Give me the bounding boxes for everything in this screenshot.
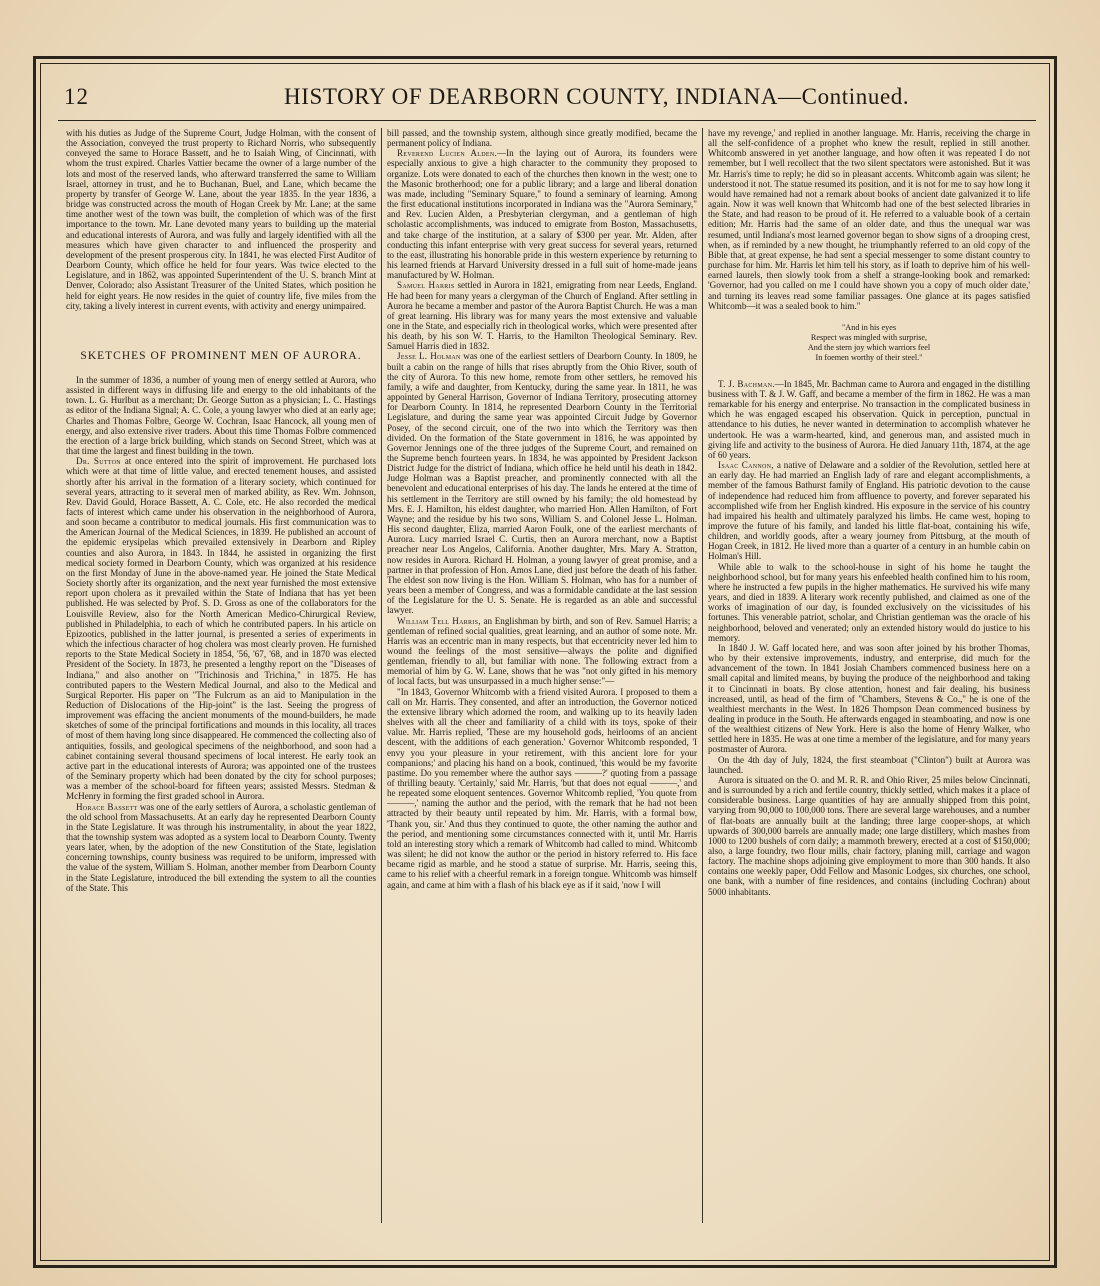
running-head: HISTORY OF DEARBORN COUNTY, INDIANA—Continued.: [284, 84, 910, 109]
poem-line: And the stern joy which warriors feel: [807, 342, 931, 352]
paragraph: While able to walk to the school-house in sight of his home he taught the neighborhood school, but for many years his enfeebled health confined him to his room, where he instructed a few pupils in the higher mathematics. He survived his wife many years, and died in 1839. A literary work recently published, and claimed as one of the works of imagination of our day, is founded exclusively on the vicissitudes of his fortunes. This venerable patriot, scholar, and Christian gentleman was the oracle of his neighborhood, beloved and venerated; only an extended history would do justice to his memory.: [708, 561, 1030, 643]
paragraph: have my revenge,' and replied in another language. Mr. Harris, receiving the charge in all the self-confidence of a prophet who knew the result, replied in still another. Whitcomb answered in yet another language, and how often it was repeated I do not remember, but I well recollect that the two silent spectators were astonished. But it was Mr. Harris's time to reply; he did so in pleasant accents. Whitcomb again was silent; he understood it not. The statue resumed its position, and it is not for me to say how long it would have remained had not a remark about books of ancient date galvanized it to life again. Now it was well known that Whitcomb had one of the best selected libraries in the State, and had reason to be proud of it. He referred to a valuable book of a certain edition; Mr. Harris had the same of an older date, and thus the unequal war was resumed, until Indiana's most learned governor began to show signs of a drooping crest, when, as if reminded by a new thought, he triumphantly referred to an old copy of the Bible that, at great expense, he had sent a special messenger to some distant country to purchase for him. Mr. Harris let him tell his story, as if loath to deprive him of his well-earned laurels, then slowly took from a shelf a strange-looking book and remarked: 'Governor, had you called on me I could have shown you a copy of much older date,' and turning its leaves read some familiar passages. One glance at its pages satisfied Whitcomb—it was a sealed book to him.": [708, 128, 1030, 311]
header-rule: [58, 120, 1036, 121]
person-name: Horace Bassett: [76, 801, 138, 812]
paragraph-text: at once entered into the spirit of improvement. He purchased lots which were at that time of little value, and erected tenement houses, and assisted shortly after his arrival in the formation of a literary society, which continued for several years, attracting to it several men of marked ability, as Rev. Wm. Johnson, Rev. David Gould, Horace Bassett, A. C. Cole, etc. He also recorded the medical facts of interest which came under his observation in the neighborhood of Aurora, and soon became a contributor to medical journals. His first communication was to the American Journal of the Medical Sciences, in 1839. He published an account of the epidemic erysipelas which prevailed extensively in Dearborn and Ripley counties and also Aurora, in 1843. In 1844, he assisted in organizing the first medical society formed in Dearborn County, which was organized at his residence on the first Monday of June in the above-named year. He joined the State Medical Society shortly after its organization, and the next year furnished the most extensive report upon cholera as it prevailed within the State of Indiana that has yet been published. He was selected by Prof. S. D. Gross as one of the collaborators for the Louisville Review, also for the North American Medico-Chirurgical Review, published in Philadelphia, to each of which he contributed papers. In his article on Epizootics, published in the latter journal, is presented a series of experiments in which the infectious character of hog cholera was most clearly proven. He furnished reports to the State Medical Society in 1854, '56, '67, '68, and in 1870 was elected President of the Society. In 1873, he presented a lengthy report on the "Diseases of Indiana," and also another on "Trichinosis and Trichina," in 1875. He has contributed papers to the Western Medical Journal, and also to the Medical and Surgical Reporter. His paper on "The Fulcrum as an aid to Manipulation in the Reduction of Dislocations of the Hip-joint" is the last. Seeing the progress of improvement was effacing the ancient monuments of the mound-builders, he made sketches of some of the principal fortifications and mounds in this locality, all traces of most of them having long since disappeared. He commenced the collecting also of antiquities, fossils, and geological specimens of the neighborhood, and soon had a cabinet containing several thousand specimens of local interest. He early took an active part in the educational interests of Aurora; was appointed one of the trustees of the Seminary property which had been donated by the city for school purposes; was a member of the school-board for fifteen years; assisted Messrs. Stedman & McHenry in forming the first graded school in Aurora.: [66, 456, 376, 802]
poem-line: In foemen worthy of their steel.": [815, 352, 923, 362]
person-name: Dr. Sutton: [76, 456, 121, 467]
paragraph-bachman: [708, 379, 1030, 460]
paragraph: On the 4th day of July, 1824, the first steamboat ("Clinton") built at Aurora was launched.: [708, 754, 1030, 775]
paragraph-text: settled in Aurora in 1821, emigrating from near Leeds, England. He had been for many years a clergyman of the Church of England. After settling in Aurora he became a member and pastor of the Aurora Baptist Church. He was a man of great learning. His library was for many years the most extensive and valuable one in the State, and especially rich in theological works, which were presented after his death, by his son W. T. Harris, to the Hamilton Theological Seminary. Rev. Samuel Harris died in 1832.: [387, 280, 697, 352]
paragraph-text: was one of the early settlers of Aurora, a scholastic gentleman of the old school from Massachusetts. At an early day he represented Dearborn County in the State Legislature. It was through his instrumentality, in about the year 1822, that the township system was adopted as a system local to Dearborn County. Twenty years later, when, by the adoption of the new Constitution of the State, legislation concerning townships, county business was required to be uniform, impressed with the value of the system, William S. Holman, another member from Dearborn County in the State Legislature, introduced the bill extending the system to all the counties of the State. This: [66, 801, 376, 893]
paragraph-text: a native of Delaware and a soldier of the Revolution, settled here at an early day. He had married an English lady of rare and elegant accomplishments, a member of the famous Bathurst family of England. His patriotic devotion to the cause of independence had reduced him from affluence to poverty, and forever separated his accomplished wife from her English kindred. His exposure in the service of his country had impaired his health and ultimately paralyzed his limbs. He came west, hoping to improve the future of his family, and landed his little flat-boat, containing his wife, children, and worldly goods, after a weary journey from Pittsburg, at the mouth of Hogan Creek, in 1812. He lived more than a quarter of a century in an humble cabin on Holman's Hill.: [708, 460, 1030, 562]
paragraph: with his duties as Judge of the Supreme Court, Judge Holman, with the consent of the Association, conveyed the trust property to Richard Norris, who subsequently conveyed the same to Horace Bassett, and he to Isaiah Wing, of Cincinnati, with whom the trust expired. Charles Vattier became the owner of a large number of the lots and most of the reserved lands, who afterward transferred the same to William Israel, attorney in trust, and he to Buchanan, Buel, and Lane, which became the property by transfer of George W. Lane, about the year 1835. In the year 1836, a bridge was constructed across the mouth of Hogan Creek by Mr. Lane; at the same time another west of the town was built, the completion of which was of the first importance to the town. Mr. Lane devoted many years to building up the material and educational interests of Aurora, and was fully and largely identified with all the measures which have given character to and influenced the prosperity and development of the present prosperous city. In 1841, he was elected First Auditor of Dearborn County, which office he held for four years. Was twice elected to the Legislature, and in 1862, was appointed Superintendent of the U. S. branch Mint at Denver, Colorado; also Assistant Treasurer of the United States, which position he held for eight years. He now resides in the quiet of country life, five miles from the city, taking a lively interest in current events, with activity and energy unimpaired.: [66, 128, 376, 311]
poem-quote: [708, 323, 1030, 363]
paragraph-text: an Englishman by birth, and son of Rev. Samuel Harris; a gentleman of refined social qualities, great learning, and an author of some note. Mr. Harris was an eccentric man in many respects, but that eccentricity never led him to wound the feelings of the most sensitive—always the polite and dignified gentleman, friendly to all, but familiar with none. The following extract from a memorial of him by G. W. Lane, shows that he was "not only gifted in his memory of local facts, but was unsurpassed in a much higher sense:"—: [387, 615, 697, 687]
paragraph-holman: [387, 351, 697, 615]
paragraph-cannon: [708, 460, 1030, 562]
page-number: 12: [64, 84, 89, 109]
paragraph-text: —In 1845, Mr. Bachman came to Aurora and engaged in the distilling business with T. & J. W. Gaff, and became a member of the firm in 1862. He was a man remarkable for his energy and enterprise. No transaction in the complicated business in which he was engaged escaped his observation. Quick in perception, punctual in attendance to his duties, he never wanted in determination to accomplish whatever he undertook. He was a warm-hearted, kind, and generous man, and assisted much in giving life and activity to the business of Aurora. He died January 11th, 1874, at the age of 60 years.: [708, 378, 1030, 460]
person-name: Reverend Lucien Alden.: [397, 148, 498, 159]
paragraph-sutton: [66, 456, 376, 801]
person-name: Isaac Cannon,: [718, 460, 774, 471]
person-name: T. J. Bachman.: [718, 378, 775, 389]
paragraph-alden: [387, 148, 697, 280]
section-heading: SKETCHES OF PROMINENT MEN OF AURORA.: [80, 349, 362, 362]
paragraph: In 1840 J. W. Gaff located here, and was soon after joined by his brother Thomas, who by their extensive improvements, industry, and enterprise, did much for the advancement of the town. In 1841 Josiah Chambers commenced business here on a small capital and limited means, by buying the produce of the neighborhood and taking it to Cincinnati in boats. By close attention, honest and fair dealing, his business increased, until, as head of the firm of "Chambers, Stevens & Co.," he is one of the wealthiest merchants in the West. In 1826 Thompson Dean commenced business by dealing in produce in the South. He afterwards engaged in steamboating, and now is one of the wealthiest citizens of New York. Here is also the home of Henry Walker, who settled here in 1835. He was at one time a member of the legislature, and for many years postmaster of Aurora.: [708, 642, 1030, 755]
text-column-1: [66, 128, 376, 1223]
paragraph-bassett: [66, 802, 376, 893]
text-column-2: [387, 128, 697, 1223]
paragraph-william-tell-harris: [387, 616, 697, 687]
paragraph: In the summer of 1836, a number of young men of energy settled at Aurora, who assisted in different ways in diffusing life and energy to the old inhabitants of the town. L. G. Hurlbut as a merchant; Dr. George Sutton as a physician; L. C. Hastings as editor of the Indiana Signal; A. C. Cole, a young lawyer who died at an early age; Charles and Thomas Folbre, George W. Cochran, Isaac Hancock, all young men of energy, and also extensive river traders. About this time Thomas Folbre commenced the erection of a large brick building, which stands on Second Street, which was at that time the largest and finest building in the town.: [66, 374, 376, 457]
poem-line: Respect was mingled with surprise,: [810, 332, 928, 342]
page-header: [58, 82, 1036, 116]
column-divider-1: [381, 128, 382, 1223]
person-name: Jesse L. Holman: [397, 351, 461, 362]
paragraph-text: was one of the earliest settlers of Dearborn County. In 1809, he built a cabin on the range of hills that rises abruptly from the Ohio River, south of the city of Aurora. To this new home, remote from other settlers, he removed his family, a wife and daughter, from Kentucky, during the same year. In 1811, he was appointed by General Harrison, Governor of Indiana Territory, prosecuting attorney for Dearborn County. In 1814, he represented Dearborn County in the Territorial Legislature, and during the same year was appointed Circuit Judge by Governor Posey, of the second circuit, one of the two into which the Territory was then divided. On the formation of the State government in 1816, he was appointed by Governor Jennings one of the three judges of the Supreme Court, and remained on the Supreme bench fourteen years. In 1834, he was appointed by President Jackson District Judge for the district of Indiana, which office he held until his death in 1842. Judge Holman was a Baptist preacher, and prominently connected with all the benevolent and educational enterprises of his day. The lands he entered at the time of his settlement in the Territory are still owned by his family; the old homestead by Mrs. E. J. Hamilton, his eldest daughter, who married Hon. Allen Hamilton, of Fort Wayne; and the residue by his two sons, William S. and Colonel Jesse L. Holman. His second daughter, Eliza, married Aaron Foulk, one of the earliest merchants of Aurora. Lucy married Israel C. Curtis, then an Aurora merchant, now a Baptist preacher near Los Angelos, California. Another daughter, Mrs. Mary A. Stratton, now resides in Aurora. Richard H. Holman, a young lawyer of great promise, and a partner in that profession of Hon. Amos Lane, died just before the death of his father. The eldest son now living is the Hon. William S. Holman, who has for a number of years been a member of Congress, and was a formidable candidate at the last session of the Legislature for the U. S. Senate. He is regarded as an able and successful lawyer.: [387, 351, 697, 616]
paragraph: Aurora is situated on the O. and M. R. R. and Ohio River, 25 miles below Cincinnati, and is surrounded by a rich and fertile country, thickly settled, which makes it a place of considerable business. Large quantities of hay are annually shipped from this point, varying from 90,000 to 100,000 tons. There are several large warehouses, and a number of flat-boats are annually built at the landing; three large cooper-shops, at which upwards of 300,000 barrels are annually made; one large distillery, which mashes from 1000 to 1200 bushels of corn daily; a mammoth brewery, erected at a cost of $150,000; also, a large foundry, two flour mills, chair factory, planing mill, carriage and wagon factory. The machine shops adjoining give employment to more than 300 hands. It also contains one weekly paper, Odd Fellow and Masonic Lodges, six churches, one school, one bank, with a number of fine residences, and contains (including Cochran) about 5000 inhabitants.: [708, 774, 1030, 897]
person-name: Samuel Harris: [397, 280, 455, 291]
person-name: William Tell Harris,: [397, 615, 481, 626]
text-column-3: [708, 128, 1030, 1223]
paragraph: bill passed, and the township system, although since greatly modified, became the permanent policy of Indiana.: [387, 128, 697, 149]
paragraph-quote: "In 1843, Governor Whitcomb with a friend visited Aurora. I proposed to them a call on Mr. Harris. They consented, and after an introduction, the Governor noticed the extensive library which adorned the room, and walking up to its heavily laden shelves with all the cheer and familiarity of a child with its toys, spoke of their value. Mr. Harris replied, 'These are my household gods, heirlooms of an ancient descent, with the additions of each generation.' Governor Whitcomb responded, 'I envy you your pleasure in your retirement, with this ancient lore for your companions;' and placing his hand on a book, continued, 'this would be my favorite pastime. Do you remember where the author says ———?' quoting from a passage of thrilling beauty. 'Certainly,' said Mr. Harris, 'but that does not equal ———,' and he repeated some eloquent sentences. Governor Whitcomb replied, 'You quote from ———,' naming the author and the period, with the remark that he had not been attracted by their beauty until repeated by him. Mr. Harris, with a formal bow, 'Thank you, sir.' And thus they continued to quote, the other naming the author and the period, and mentioning some circumstances connected with it, until Mr. Harris told an interesting story which a remark of Whitcomb had called to mind. Whitcomb was silent; he did not know the author or the period in history referred to. His face became rigid as marble, and he stood a statue of surprise. Mr. Harris, seeing this, came to his relief with a cheerful remark in a foreign tongue. Whitcomb was himself again, and came at him with a flash of his black eye as if it said, 'now I will: [387, 686, 697, 890]
paragraph-samuel-harris: [387, 280, 697, 351]
poem-line: "And in his eyes: [841, 322, 897, 332]
paragraph-text: —In the laying out of Aurora, its founders were especially anxious to give a high character to the community they proposed to organize. Lots were donated to each of the churches then known in the west; one to the Masonic brotherhood; one for a public library; and a large and liberal donation was made, including "Seminary Square," to found a seminary of learning. Among the first educational institutions incorporated in Indiana was the "Aurora Seminary," and Rev. Lucien Alden, a Presbyterian clergyman, and a gentleman of high scholastic accomplishments, was induced to emigrate from Boston, Massachusetts, and take charge of the institution, at a salary of $300 per year. Mr. Alden, after conducting this infant enterprise with very great success for several years, returned to the east, illustrating his honorable pride in this western experience by returning to his learned friends at Harvard University dressed in a full suit of home-made jeans manufactured by W. Holman.: [387, 148, 697, 281]
column-divider-2: [702, 128, 703, 1223]
